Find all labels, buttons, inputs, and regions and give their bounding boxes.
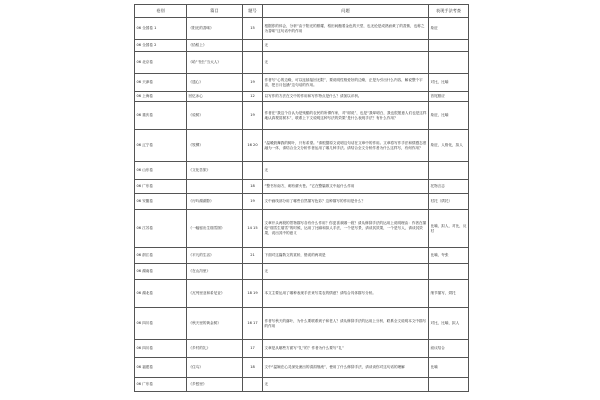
table-row (135, 264, 469, 280)
cell-technique: 对比，比喻 (429, 74, 469, 92)
table-row (135, 18, 469, 40)
cell-question: 无 (263, 264, 429, 280)
table-row (135, 280, 469, 308)
table-row (135, 248, 469, 264)
cell-title (187, 180, 243, 194)
cell-question-number: 12 (243, 92, 263, 102)
cell-title: 《文化苦旅》 (187, 162, 243, 180)
cell-question: 无 (263, 40, 429, 52)
cell-volume: 06 江苏卷 (135, 210, 187, 248)
cell-title: 《说树》 (187, 102, 243, 130)
cell-question: 文中“温婉在心灵深处流出的涓涓细流”，使用了什么修辞手法，请谈谈你对这句话的理解 (263, 358, 429, 378)
cell-title: 《乡村的礼》 (187, 340, 243, 358)
cell-volume: 06 浙江卷 (135, 248, 187, 264)
table-row (135, 52, 469, 74)
table-row (135, 308, 469, 340)
cell-technique (429, 264, 469, 280)
cell-volume: 06 安徽卷 (135, 194, 187, 210)
table-row (135, 130, 469, 162)
cell-question-number (243, 378, 263, 392)
cell-question: 以写作的方法在文中的作用和写作特点是什么？请加以评析。 (263, 92, 429, 102)
cell-technique: 托物言志 (429, 180, 469, 194)
cell-title: 《行吟湖湖影》 (187, 194, 243, 210)
exam-analysis-table (134, 4, 469, 392)
cell-question: 作者写秋天的落叶，为什么要联系到子和老人？请从修辞手法的运用上分析，联系全文说明本文中描写的作用 (263, 308, 429, 340)
cell-volume: 06 山东卷 (135, 162, 187, 180)
cell-volume: 06 上海卷 (135, 92, 187, 102)
cell-question: 根据你的体会，分析“由于阳光的照耀，稻田间酿着金色的天堂，也无论是成熟而黄了的香蕉，也称之为香味”这句话中的作用 (263, 18, 429, 40)
cell-question-number: 16 20 (243, 130, 263, 162)
cell-question: “整书东南方，刺有薪火苍。”它在整篇散文中起什么作用 (263, 180, 429, 194)
cell-question: 无 (263, 378, 429, 392)
cell-title: 《住乌》 (187, 358, 243, 378)
cell-question-number: 16 17 (243, 308, 263, 340)
table-row (135, 180, 469, 194)
cell-title: 回忆冰心 (187, 92, 243, 102)
cell-title: 《给“书虫”当大人》 (187, 52, 243, 74)
table-row (135, 358, 469, 378)
cell-title: 《牧柳》 (187, 130, 243, 162)
cell-title: 《平凡的生活》 (187, 248, 243, 264)
cell-title: 《秋天里的黄金树》 (187, 308, 243, 340)
cell-question: 文中画线部分用了哪些自然描写色彩？这种描写的作用是什么？ (263, 194, 429, 210)
cell-question: 无 (263, 52, 429, 74)
cell-question: “温暖鼓舞我的树叶，只有希望。”请根据原文说明这句话在文章中的作用。文章将写作手法和情感态度融为一体，请结合全文分析作者运用了哪几种手法。请结合全文分析作者为什么这样写，有何作用？ (263, 130, 429, 162)
table-row (135, 92, 469, 102)
table-row (135, 210, 469, 248)
cell-volume: 06 湖北卷 (135, 280, 187, 308)
cell-technique: 比喻，拟人，对比，反衬 (429, 210, 469, 248)
cell-title: 《瓦列里亚和希尼亚》 (187, 280, 243, 308)
cell-question: 文章开头两段的景物描写各有什么作用？你更喜欢哪一段？请从修辞手法的运用上说明理由：作者在描绘“瑞雪生瑞雪”的时候，运用了比喻和拟人手法，一个是写景，请谈其效果，一个是写人，请谈其效果，说出其中的意义 (263, 210, 429, 248)
cell-technique: 象征 (429, 18, 469, 40)
cell-question-number (243, 40, 263, 52)
cell-technique: 对比，比喻，拟人 (429, 308, 469, 340)
cell-technique (429, 40, 469, 52)
cell-technique: 叙议结合 (429, 340, 469, 358)
cell-technique: 比喻 (429, 358, 469, 378)
cell-question-number: 15 (243, 18, 263, 40)
cell-technique: 衬托（烘托） (429, 194, 469, 210)
cell-question-number: 17 (243, 340, 263, 358)
cell-volume: 06 天津卷 (135, 74, 187, 92)
cell-title: 《阳光的香味》 (187, 18, 243, 40)
cell-volume: 06 全国卷 1 (135, 18, 187, 40)
cell-volume: 06 福建卷 (135, 358, 187, 378)
cell-question-number: 21 (243, 248, 263, 264)
cell-question: 无 (263, 162, 429, 180)
table-row (135, 162, 469, 180)
header-technique: 表现手法考查 (429, 5, 469, 18)
cell-question-number: 18 (243, 358, 263, 378)
cell-title: 《乡愁里》 (187, 378, 243, 392)
cell-volume: 06 全国卷 2 (135, 40, 187, 52)
cell-question-number: 19 (243, 102, 263, 130)
cell-title: 《遗心》 (187, 74, 243, 92)
cell-volume: 06 四川卷 (135, 308, 187, 340)
cell-technique: 象征，人格化，拟人 (429, 130, 469, 162)
table-row (135, 378, 469, 392)
cell-question-number (243, 162, 263, 180)
cell-technique: 比喻，夸张 (429, 248, 469, 264)
cell-question-number: 18 (243, 180, 263, 194)
cell-volume: 06 广东卷 (135, 378, 187, 392)
cell-title: 《在山沟里》 (187, 264, 243, 280)
table-row (135, 194, 469, 210)
cell-question-number: 14 15 (243, 210, 263, 248)
cell-technique (429, 52, 469, 74)
table-row (135, 340, 469, 358)
cell-question-number (243, 264, 263, 280)
table-body (135, 18, 469, 392)
cell-volume: 06 北京卷 (135, 52, 187, 74)
cell-technique: 首尾照应 (429, 92, 469, 102)
table-header-row (135, 5, 469, 18)
header-question-number: 题号 (243, 5, 263, 18)
cell-question-number: 19 (243, 74, 263, 92)
cell-technique: 象征，比喻 (429, 102, 469, 130)
table-row (135, 74, 469, 92)
table-row (135, 102, 469, 130)
cell-question: 本文主要运用了哪种表现手法来写菜农的情意？请结合具体描写分析。 (263, 280, 429, 308)
cell-technique (429, 162, 469, 180)
cell-title: 《一幅留出生瑞雪图》 (187, 210, 243, 248)
cell-volume: 06 广东卷 (135, 180, 187, 194)
cell-question-number: 19 (243, 194, 263, 210)
cell-question: 作者在“我这个自认为是残酷的农民的所谓作家，对“树说”，也是“我却明白，我也很愿意人们也是这样地认真观赏树木”，联系上下文说明这种写法的效果”是什么表现手法？有什么作用？ (263, 102, 429, 130)
cell-volume: 06 辽宁卷 (135, 130, 187, 162)
cell-technique: 细节描写，烘托 (429, 280, 469, 308)
header-question: 问题 (263, 5, 429, 18)
cell-question-number (243, 52, 263, 74)
cell-volume: 06 湖南卷 (135, 264, 187, 280)
cell-question-number: 18 19 (243, 280, 263, 308)
cell-question: 文章是从哪些方面写“礼”的？作者为什么要写“礼” (263, 340, 429, 358)
table-row (135, 40, 469, 52)
cell-technique (429, 378, 469, 392)
cell-question: 下面对这篇散文的赏析，错误的两项是 (263, 248, 429, 264)
cell-volume: 06 四川卷 (135, 340, 187, 358)
cell-question: 作者写“心的边缘，可以连续接回无限”，要说明性格爱好的边缘，正是为引出什么内容，解说整个宇宙，把日月包涵“这句话的作用。 (263, 74, 429, 92)
cell-volume: 06 重庆卷 (135, 102, 187, 130)
header-volume: 卷别 (135, 5, 187, 18)
cell-title: 《拾稻上》 (187, 40, 243, 52)
header-title: 篇目 (187, 5, 243, 18)
